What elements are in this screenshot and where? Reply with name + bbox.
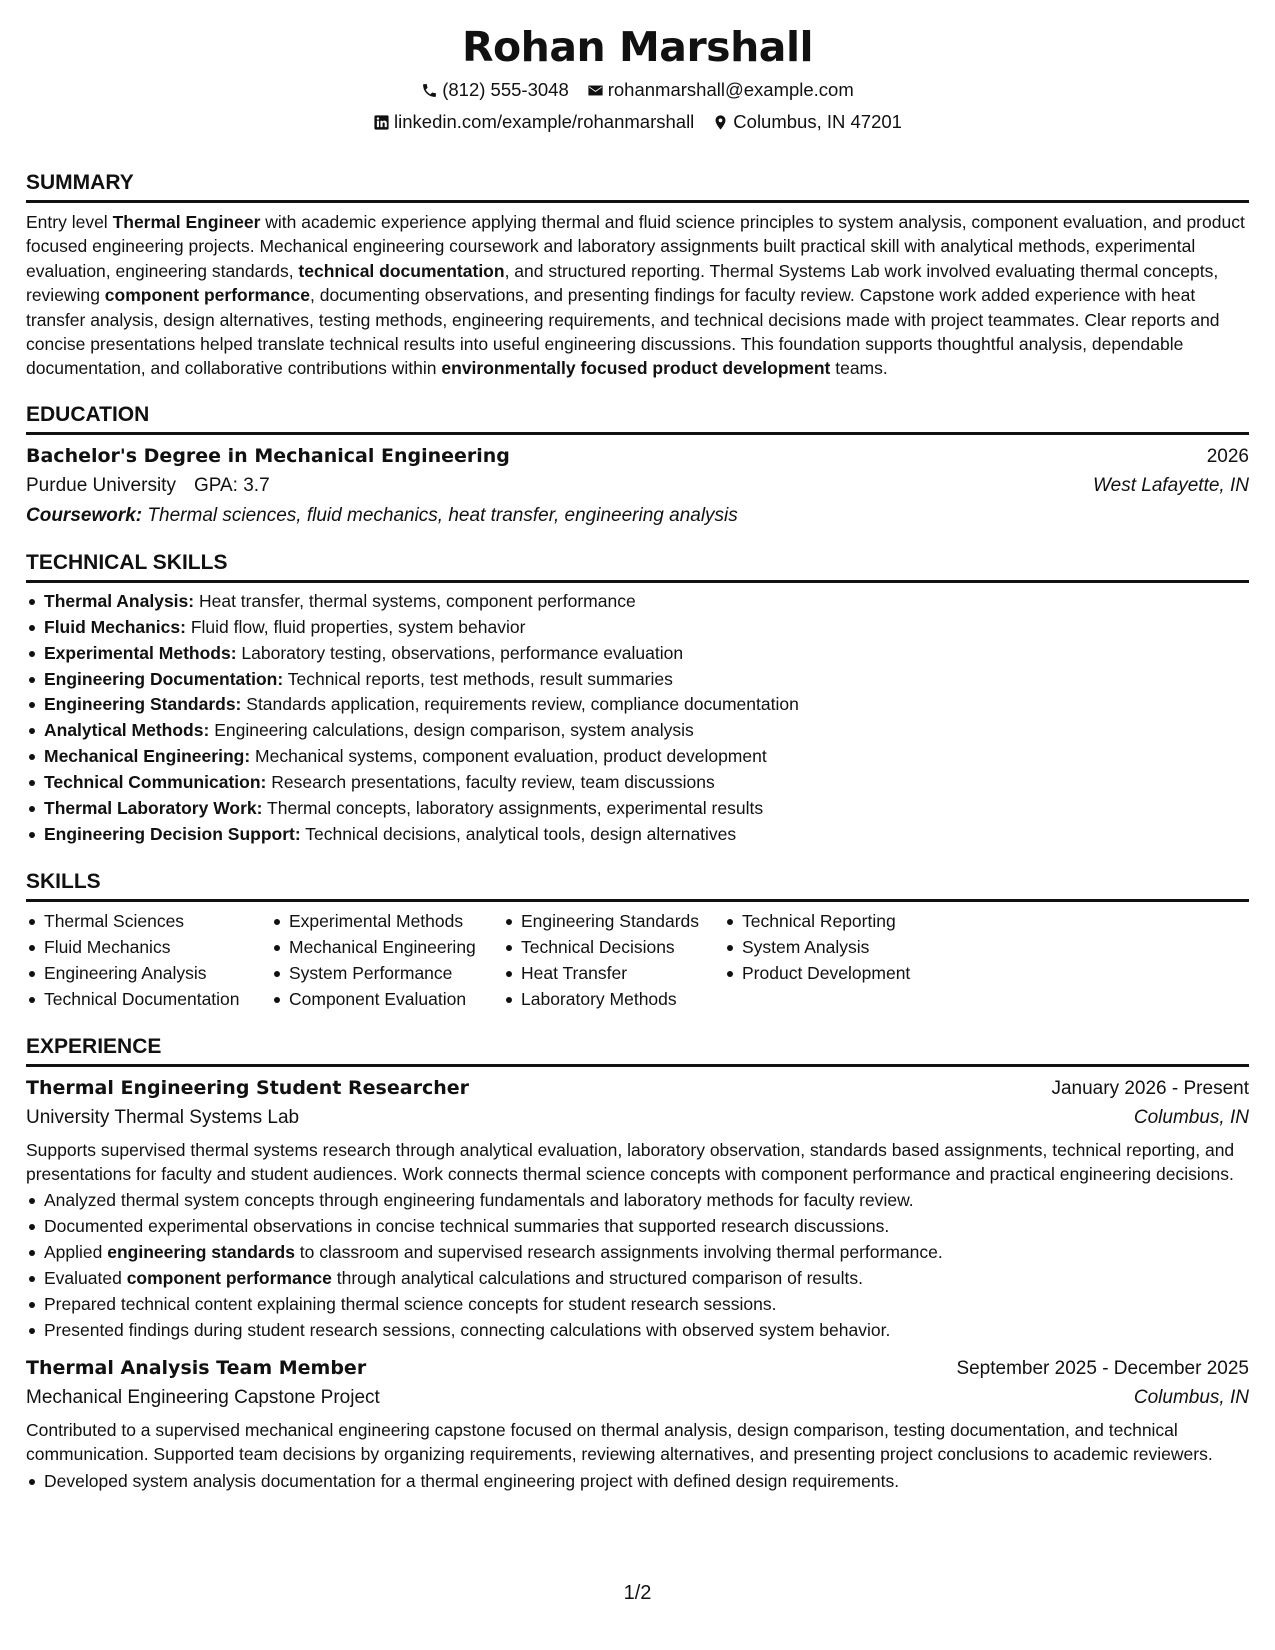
job-bullet: Presented findings during student research sessions, connecting calculations with observed system behavior.	[26, 1318, 1249, 1344]
technical-skill-label: Analytical Methods:	[44, 720, 210, 741]
contact-row-primary	[26, 78, 1249, 102]
technical-skill-text: Thermal concepts, laboratory assignments, experimental results	[267, 798, 764, 819]
experience-list	[26, 1075, 1249, 1495]
skills-column	[271, 909, 503, 1013]
skill-item: Technical Documentation	[26, 987, 271, 1013]
job-role: Thermal Analysis Team Member	[26, 1356, 367, 1379]
technical-skill-label: Experimental Methods:	[44, 642, 237, 663]
section-title-summary: SUMMARY	[26, 171, 1249, 203]
experience-org-row	[26, 1105, 1249, 1131]
experience-section	[26, 1035, 1249, 1495]
skill-item: Technical Reporting	[724, 909, 964, 935]
job-organization: University Thermal Systems Lab	[26, 1106, 300, 1128]
resume-page	[26, 20, 1249, 1495]
experience-title-row	[26, 1075, 1249, 1102]
phone-icon	[421, 82, 438, 99]
technical-skill-item	[26, 822, 1249, 848]
technical-skill-item	[26, 615, 1249, 641]
education-section	[26, 403, 1249, 529]
job-dates: September 2025 - December 2025	[956, 1357, 1249, 1379]
job-bullet: Prepared technical content explaining thermal science concepts for student research sessions.	[26, 1292, 1249, 1318]
summary-text: Entry level Thermal Engineer with academic experience applying thermal and fluid science principles to system analysis, component evaluation, and product focused engineering projects. Mechanical engineering coursework and laboratory assignments built practical skill with analytical methods, experimental evaluation, engineering standards, technical documentation, and structured reporting. Thermal Systems Lab work involved evaluating thermal concepts, reviewing component performance, documenting observations, and presenting findings for faculty review. Capstone work added experience with heat transfer analysis, design alternatives, testing methods, engineering requirements, and technical decisions made with project teammates. Clear reports and concise presentations helped translate technical results into useful engineering discussions. This foundation supports thoughtful analysis, dependable documentation, and collaborative contributions within environmentally focused product development teams.	[26, 212, 1245, 379]
skills-grid	[26, 909, 1249, 1013]
job-dates: January 2026 - Present	[1051, 1077, 1249, 1099]
technical-skill-item	[26, 692, 1249, 718]
technical-skill-item	[26, 589, 1249, 615]
page-number: 1/2	[623, 1582, 652, 1604]
technical-skill-label: Engineering Decision Support:	[44, 824, 301, 844]
technical-skill-text: Heat transfer, thermal systems, component performance	[198, 590, 636, 611]
technical-skill-text: Standards application, requirements review, compliance documentation	[246, 694, 799, 715]
contact-email[interactable]	[587, 78, 854, 102]
job-bullet: Developed system analysis documentation for a thermal engineering project with defined design requirements.	[26, 1469, 1249, 1495]
job-location: Columbus, IN	[1133, 1386, 1249, 1408]
section-title-skills: SKILLS	[26, 870, 1249, 902]
skill-item: Experimental Methods	[271, 909, 503, 935]
skill-item: Engineering Standards	[503, 909, 724, 935]
technical-skill-label: Engineering Standards:	[44, 694, 242, 715]
skills-section	[26, 870, 1249, 1013]
candidate-name: Rohan Marshall	[461, 23, 814, 71]
skills-column	[503, 909, 724, 1013]
coursework	[26, 503, 1249, 529]
technical-skill-text: Technical reports, test methods, result summaries	[287, 668, 673, 689]
technical-skill-label: Thermal Laboratory Work:	[44, 798, 263, 819]
experience-entry	[26, 1075, 1249, 1344]
job-bullets	[26, 1469, 1249, 1495]
technical-skill-item	[26, 667, 1249, 693]
school-location: West Lafayette, IN	[1093, 474, 1249, 496]
job-bullet: Evaluated component performance through analytical calculations and structured comparison of results.	[26, 1266, 1249, 1292]
contact-row-secondary	[26, 110, 1249, 134]
section-title-experience: EXPERIENCE	[26, 1035, 1249, 1067]
job-organization: Mechanical Engineering Capstone Project	[26, 1386, 380, 1408]
skill-item: Component Evaluation	[271, 987, 503, 1013]
technical-skill-text: Mechanical systems, component evaluation, product development	[255, 746, 767, 767]
skill-item: Product Development	[724, 961, 964, 987]
skill-item: System Analysis	[724, 935, 964, 961]
job-description: Supports supervised thermal systems research through analytical evaluation, laboratory observation, standards based assignments, technical reporting, and presentations for faculty and student audiences. Work connects thermal science concepts with component performance and practical engineering decisions.	[26, 1139, 1235, 1184]
job-bullet: Applied engineering standards to classroom and supervised research assignments involving thermal performance.	[26, 1240, 1249, 1266]
school-name: Purdue University	[26, 474, 176, 496]
job-bullets	[26, 1188, 1249, 1343]
technical-skill-text: Research presentations, faculty review, team discussions	[271, 772, 715, 793]
graduation-year: 2026	[1206, 445, 1249, 467]
technical-skill-text: Technical decisions, analytical tools, design alternatives	[305, 824, 737, 844]
technical-skill-item	[26, 641, 1249, 667]
map-pin-icon	[712, 114, 729, 131]
linkedin-icon	[373, 114, 390, 131]
technical-skill-item	[26, 770, 1249, 796]
contact-linkedin[interactable]	[373, 110, 694, 134]
email-text[interactable]: rohanmarshall@example.com	[607, 79, 854, 100]
location-text: Columbus, IN 47201	[733, 111, 902, 132]
technical-skill-label: Fluid Mechanics:	[44, 616, 186, 637]
skill-item: Technical Decisions	[503, 935, 724, 961]
summary-section	[26, 171, 1249, 381]
technical-skills-section	[26, 551, 1249, 848]
technical-skills-list	[26, 589, 1249, 848]
section-title-technical-skills: TECHNICAL SKILLS	[26, 551, 1249, 583]
technical-skill-text: Fluid flow, fluid properties, system behavior	[190, 616, 526, 637]
skill-item: Laboratory Methods	[503, 987, 724, 1013]
skill-item: Thermal Sciences	[26, 909, 271, 935]
education-degree-row	[26, 443, 1249, 470]
technical-skill-label: Mechanical Engineering:	[44, 746, 251, 767]
skill-item: Engineering Analysis	[26, 961, 271, 987]
technical-skill-text: Laboratory testing, observations, performance evaluation	[241, 642, 684, 663]
section-title-education: EDUCATION	[26, 403, 1249, 435]
technical-skill-label: Technical Communication:	[44, 772, 267, 793]
coursework-text: Thermal sciences, fluid mechanics, heat transfer, engineering analysis	[147, 504, 738, 526]
technical-skill-text: Engineering calculations, design comparison, system analysis	[214, 720, 694, 741]
experience-title-row	[26, 1355, 1249, 1382]
job-bullet: Documented experimental observations in concise technical summaries that supported research discussions.	[26, 1214, 1249, 1240]
experience-org-row	[26, 1385, 1249, 1411]
job-description: Contributed to a supervised mechanical engineering capstone focused on thermal analysis, design comparison, testing documentation, and technical communication. Supported team decisions by organizing requirements, reviewing alternatives, and presenting project conclusions to academic reviewers.	[26, 1419, 1213, 1465]
coursework-label: Coursework:	[26, 504, 143, 526]
degree-title: Bachelor's Degree in Mechanical Engineering	[26, 444, 510, 467]
technical-skill-item	[26, 796, 1249, 822]
education-school-row	[26, 473, 1249, 499]
skills-column	[724, 909, 964, 1013]
technical-skill-item	[26, 718, 1249, 744]
job-bullet: Analyzed thermal system concepts through engineering fundamentals and laboratory methods for faculty review.	[26, 1188, 1249, 1214]
technical-skill-item	[26, 744, 1249, 770]
phone-text: (812) 555-3048	[442, 79, 569, 100]
skills-column	[26, 909, 271, 1013]
contact-location	[712, 110, 902, 134]
gpa: GPA: 3.7	[193, 474, 270, 496]
linkedin-text[interactable]: linkedin.com/example/rohanmarshall	[394, 111, 695, 132]
skill-item: System Performance	[271, 961, 503, 987]
skill-item: Heat Transfer	[503, 961, 724, 987]
experience-entry	[26, 1355, 1249, 1495]
job-location: Columbus, IN	[1133, 1106, 1249, 1128]
job-role: Thermal Engineering Student Researcher	[26, 1076, 469, 1099]
skill-item: Mechanical Engineering	[271, 935, 503, 961]
contact-phone	[421, 78, 569, 102]
skill-item: Fluid Mechanics	[26, 935, 271, 961]
envelope-icon	[587, 82, 604, 99]
technical-skill-label: Engineering Documentation:	[44, 668, 284, 689]
technical-skill-label: Thermal Analysis:	[44, 590, 195, 611]
